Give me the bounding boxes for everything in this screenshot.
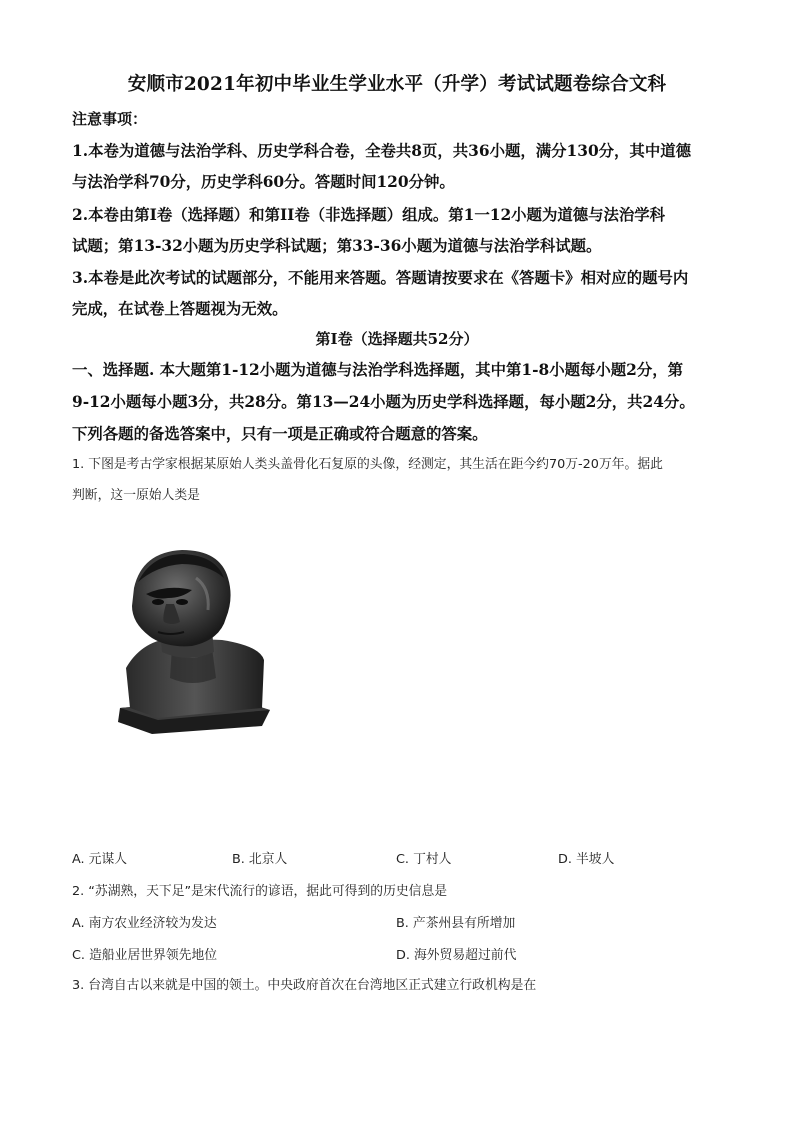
hominid-bust-image bbox=[112, 548, 272, 736]
section-intro-line: 下列各题的备选答案中，只有一项是正确或符合题意的答案。 bbox=[72, 425, 488, 443]
option-a: A. 元谋人 bbox=[72, 852, 128, 867]
question-1-stem: 1. 下图是考古学家根据某原始人类头盖骨化石复原的头像，经测定，其生活在距今约70万-20万年。据此 bbox=[72, 457, 663, 472]
question-2-options-row-2 bbox=[72, 944, 732, 964]
question-2-options-row-1 bbox=[72, 912, 732, 932]
option-a: A. 南方农业经济较为发达 bbox=[72, 916, 217, 931]
question-3-stem: 3. 台湾自古以来就是中国的领土。中央政府首次在台湾地区正式建立行政机构是在 bbox=[72, 978, 537, 993]
option-d: D. 半坡人 bbox=[558, 852, 615, 867]
exam-title: 安顺市2021年初中毕业生学业水平（升学）考试试题卷综合文科 bbox=[127, 74, 667, 95]
notice-line: 3.本卷是此次考试的试题部分，不能用来答题。答题请按要求在《答题卡》相对应的题号内 bbox=[72, 269, 689, 287]
section-title: 第I卷（选择题共52分） bbox=[315, 330, 479, 348]
section-intro-line: 9-12小题每小题3分，共28分。第13—24小题为历史学科选择题，每小题2分，共24分。 bbox=[72, 393, 695, 411]
option-b: B. 产茶州县有所增加 bbox=[396, 916, 516, 931]
option-c: C. 造船业居世界领先地位 bbox=[72, 948, 218, 963]
question-1-stem: 判断，这一原始人类是 bbox=[72, 488, 200, 503]
option-b: B. 北京人 bbox=[232, 852, 288, 867]
section-intro-line: 一、选择题. 本大题第1-12小题为道德与法治学科选择题，其中第1-8小题每小题2分，第 bbox=[72, 361, 684, 379]
notice-line: 2.本卷由第I卷（选择题）和第II卷（非选择题）组成。第1一12小题为道德与法治学科 bbox=[72, 206, 666, 224]
notice-line: 试题；第13-32小题为历史学科试题；第33-36小题为道德与法治学科试题。 bbox=[72, 237, 602, 255]
notice-heading: 注意事项： bbox=[72, 110, 148, 128]
notice-line: 1.本卷为道德与法治学科、历史学科合卷，全卷共8页，共36小题，满分130分，其中道德 bbox=[72, 142, 691, 160]
question-2-stem: 2. “苏湖熟，天下足”是宋代流行的谚语，据此可得到的历史信息是 bbox=[72, 884, 448, 899]
option-c: C. 丁村人 bbox=[396, 852, 452, 867]
notice-line: 完成，在试卷上答题视为无效。 bbox=[72, 300, 288, 318]
notice-line: 与法治学科70分，历史学科60分。答题时间120分钟。 bbox=[72, 173, 455, 191]
option-d: D. 海外贸易超过前代 bbox=[396, 948, 517, 963]
question-1-options bbox=[72, 848, 732, 868]
